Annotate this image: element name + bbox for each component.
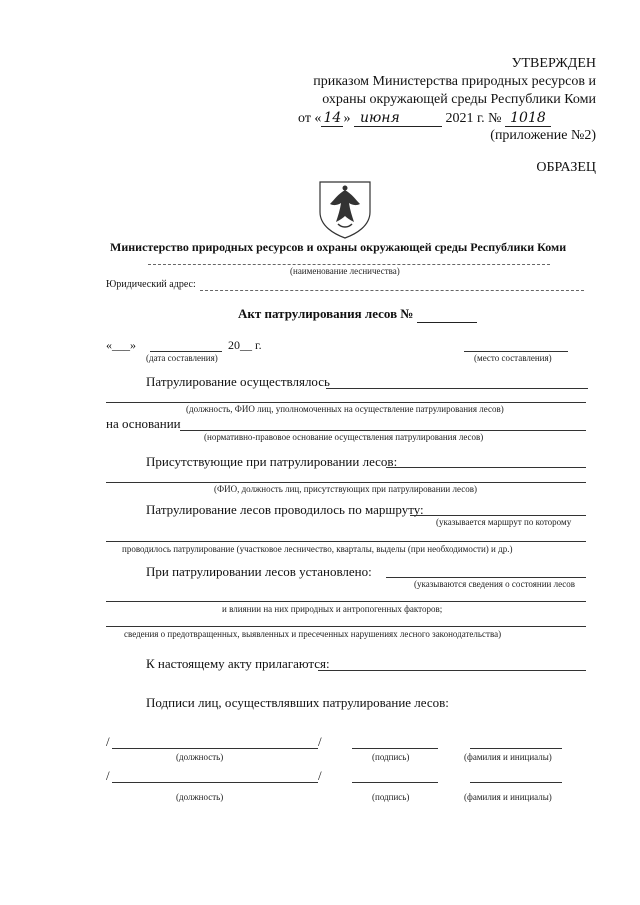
appendix-label: (приложение №2) [490,128,596,143]
sign-row-2-name-caption: (фамилия и инициалы) [464,792,552,802]
sign-row-1-name-caption: (фамилия и инициалы) [464,752,552,762]
date-prefix: от « [298,111,322,126]
order-line-2: охраны окружающей среды Республики Коми [322,92,596,107]
sign-row-1-slash-left: / [106,734,110,749]
legal-address-label: Юридический адрес: [106,279,196,290]
sign-row-2-name-line [470,782,562,783]
date-mid: » [343,111,351,126]
sign-row-2-signature-line [352,782,438,783]
sign-row-1-slash-right: / [318,734,322,749]
signatures-heading: Подписи лиц, осуществлявших патрулирование лесов: [146,695,449,710]
patrol-by-label: Патрулирование осуществлялось [146,374,330,389]
order-date-line [298,110,551,127]
act-date-month-line [150,351,222,352]
route-caption-2: проводилось патрулирование (участковое лесничество, кварталы, выделы (при необходимости) и др.) [122,544,513,554]
forestry-caption: (наименование лесничества) [290,266,400,276]
legal-address-line [200,290,584,291]
established-line-2 [106,601,586,602]
date-year: 2021 г. № [445,111,502,126]
forestry-line [148,264,550,265]
act-date-year: 20__ г. [228,338,262,352]
patrol-by-line [326,388,588,389]
act-place-caption: (место составления) [474,353,552,363]
sign-row-2-position-caption: (должность) [176,792,224,802]
established-caption-1: (указываются сведения о состоянии лесов [414,579,576,589]
sign-row-1-name-line [470,748,562,749]
basis-caption: (нормативно-правовое основание осуществления патрулирования лесов) [204,432,484,442]
sample-label: ОБРАЗЕЦ [536,160,596,175]
attached-line [318,670,586,671]
established-label: При патрулировании лесов установлено: [146,564,372,579]
sign-row-2-position-line [112,782,318,783]
komi-coat-of-arms-icon [316,178,374,240]
ministry-name: Министерство природных ресурсов и охраны окружающей среды Республики Коми [110,240,567,254]
sign-row-1-signature-caption: (подпись) [372,752,410,762]
act-date-caption: (дата составления) [146,353,218,363]
act-place-line [464,351,568,352]
sign-row-1-position-line [112,748,318,749]
date-month: июня [354,110,442,127]
established-line-3 [106,626,586,627]
patrol-by-line-2 [106,402,586,403]
act-number-field [417,306,477,323]
sign-row-1-position-caption: (должность) [176,752,224,762]
patrol-by-caption: (должность, ФИО лиц, уполномоченных на осуществление патрулирования лесов) [186,404,504,414]
sign-row-2-slash-left: / [106,768,110,783]
sign-row-1-signature-line [352,748,438,749]
established-caption-3: сведения о предотвращенных, выявленных и пресеченных нарушениях лесного законодательства) [124,629,502,639]
established-caption-2: и влиянии на них природных и антропогенных факторов; [222,604,443,614]
basis-line [180,430,586,431]
attached-label: К настоящему акту прилагаются: [146,656,330,671]
present-line-2 [106,482,586,483]
route-caption-1: (указывается маршрут по которому [436,517,572,527]
present-caption: (ФИО, должность лиц, присутствующих при патрулировании лесов) [214,484,477,494]
present-label: Присутствующие при патрулировании лесов: [146,454,398,469]
date-day: 14 [321,110,343,127]
route-line [410,515,586,516]
basis-label: на основании [106,416,181,431]
route-line-2 [106,541,586,542]
sign-row-2-slash-right: / [318,768,322,783]
established-line [386,577,586,578]
act-date-day: «___» [106,338,136,352]
sign-row-2-signature-caption: (подпись) [372,792,410,802]
act-title-text: Акт патрулирования лесов № [238,306,414,321]
present-line [386,467,586,468]
date-number: 1018 [505,110,551,127]
approved-heading: УТВЕРЖДЕН [511,56,596,71]
route-label: Патрулирование лесов проводилось по маршруту: [146,502,424,517]
order-line-1: приказом Министерства природных ресурсов и [313,74,596,89]
act-title [238,306,477,323]
